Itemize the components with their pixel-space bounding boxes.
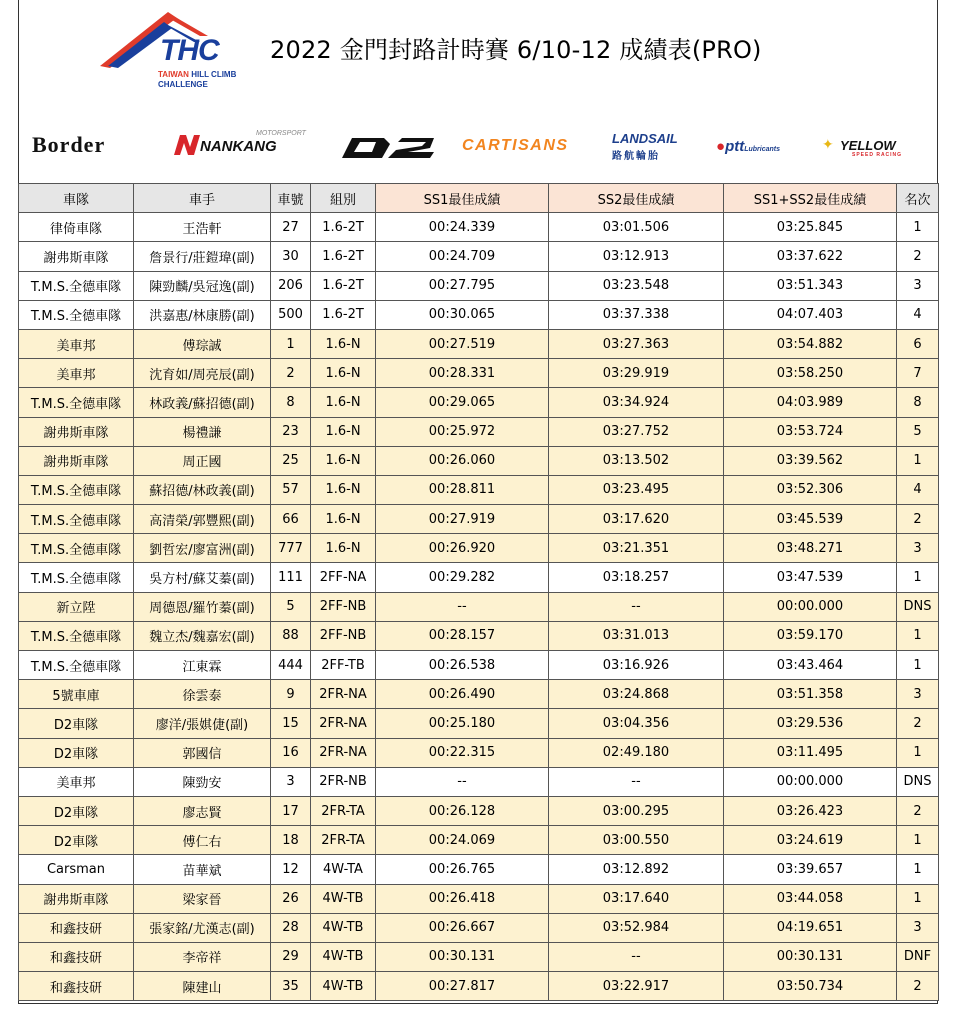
team-cell: 新立陞 bbox=[19, 592, 134, 621]
table-row bbox=[19, 942, 939, 971]
team-cell: D2車隊 bbox=[19, 709, 134, 738]
car-number-cell: 25 bbox=[271, 446, 311, 475]
driver-cell: 陳勁麟/吳冠逸(副) bbox=[134, 271, 271, 300]
team-cell: T.M.S.全德車隊 bbox=[19, 475, 134, 504]
rank-cell: 1 bbox=[897, 651, 939, 680]
team-cell: T.M.S.全德車隊 bbox=[19, 651, 134, 680]
ss1-cell: 00:29.065 bbox=[376, 388, 549, 417]
ss1-cell: 00:26.128 bbox=[376, 796, 549, 825]
ss2-cell: 03:52.984 bbox=[549, 913, 724, 942]
results-body bbox=[19, 213, 939, 1001]
team-cell: 和鑫技研 bbox=[19, 913, 134, 942]
thc-logo-text: THC bbox=[160, 34, 219, 67]
ss1-cell: 00:26.667 bbox=[376, 913, 549, 942]
total-cell: 03:51.343 bbox=[724, 271, 897, 300]
ss1-cell: -- bbox=[376, 767, 549, 796]
team-cell: D2車隊 bbox=[19, 826, 134, 855]
ss1-cell: 00:26.060 bbox=[376, 446, 549, 475]
driver-cell: 廖洋/張娸倢(副) bbox=[134, 709, 271, 738]
team-cell: T.M.S.全德車隊 bbox=[19, 534, 134, 563]
driver-cell: 魏立杰/魏嘉宏(副) bbox=[134, 621, 271, 650]
car-number-cell: 3 bbox=[271, 767, 311, 796]
table-row bbox=[19, 972, 939, 1001]
ss1-cell: 00:25.180 bbox=[376, 709, 549, 738]
sponsor-yellow-sub: SPEED RACING bbox=[852, 152, 903, 158]
group-cell: 4W-TB bbox=[311, 884, 376, 913]
ss1-cell: 00:25.972 bbox=[376, 417, 549, 446]
table-row bbox=[19, 271, 939, 300]
table-row bbox=[19, 651, 939, 680]
group-cell: 2FF-TB bbox=[311, 651, 376, 680]
group-cell: 2FF-NB bbox=[311, 592, 376, 621]
team-cell: T.M.S.全德車隊 bbox=[19, 388, 134, 417]
group-cell: 4W-TB bbox=[311, 942, 376, 971]
ss2-cell: 03:22.917 bbox=[549, 972, 724, 1001]
table-row bbox=[19, 417, 939, 446]
driver-cell: 周德恩/羅竹蓁(副) bbox=[134, 592, 271, 621]
table-row bbox=[19, 242, 939, 271]
rank-cell: 2 bbox=[897, 505, 939, 534]
rank-cell: 5 bbox=[897, 417, 939, 446]
total-cell: 00:00.000 bbox=[724, 592, 897, 621]
table-row bbox=[19, 446, 939, 475]
car-number-cell: 17 bbox=[271, 796, 311, 825]
sponsor-nankang-logo: NANKANG bbox=[200, 138, 277, 155]
team-cell: 謝弗斯車隊 bbox=[19, 446, 134, 475]
rank-cell: 4 bbox=[897, 475, 939, 504]
group-cell: 1.6-N bbox=[311, 388, 376, 417]
ss1-cell: -- bbox=[376, 592, 549, 621]
ss2-cell: 03:17.640 bbox=[549, 884, 724, 913]
group-cell: 2FR-NB bbox=[311, 767, 376, 796]
car-number-cell: 111 bbox=[271, 563, 311, 592]
group-cell: 1.6-2T bbox=[311, 213, 376, 242]
rank-cell: 1 bbox=[897, 884, 939, 913]
ss2-cell: 03:04.356 bbox=[549, 709, 724, 738]
total-cell: 03:48.271 bbox=[724, 534, 897, 563]
group-cell: 4W-TB bbox=[311, 972, 376, 1001]
rank-cell: 3 bbox=[897, 680, 939, 709]
total-cell: 03:24.619 bbox=[724, 826, 897, 855]
driver-cell: 高清榮/郭豐熙(副) bbox=[134, 505, 271, 534]
team-cell: 5號車庫 bbox=[19, 680, 134, 709]
ss2-cell: 03:23.495 bbox=[549, 475, 724, 504]
ss1-cell: 00:28.157 bbox=[376, 621, 549, 650]
driver-cell: 林政義/蘇招德(副) bbox=[134, 388, 271, 417]
total-cell: 03:39.657 bbox=[724, 855, 897, 884]
ss2-cell: 03:00.550 bbox=[549, 826, 724, 855]
ss1-cell: 00:27.519 bbox=[376, 329, 549, 358]
ss1-cell: 00:26.418 bbox=[376, 884, 549, 913]
driver-cell: 陳勁安 bbox=[134, 767, 271, 796]
ss2-cell: 03:37.338 bbox=[549, 300, 724, 329]
group-cell: 1.6-N bbox=[311, 329, 376, 358]
table-row bbox=[19, 680, 939, 709]
car-number-cell: 57 bbox=[271, 475, 311, 504]
driver-cell: 廖志賢 bbox=[134, 796, 271, 825]
ss2-cell: 03:27.752 bbox=[549, 417, 724, 446]
ss2-cell: 03:13.502 bbox=[549, 446, 724, 475]
table-row bbox=[19, 913, 939, 942]
ss1-cell: 00:24.069 bbox=[376, 826, 549, 855]
rank-cell: 1 bbox=[897, 213, 939, 242]
car-number-cell: 26 bbox=[271, 884, 311, 913]
car-number-cell: 8 bbox=[271, 388, 311, 417]
ss1-cell: 00:28.331 bbox=[376, 359, 549, 388]
total-cell: 04:19.651 bbox=[724, 913, 897, 942]
total-cell: 03:58.250 bbox=[724, 359, 897, 388]
group-cell: 4W-TA bbox=[311, 855, 376, 884]
driver-cell: 苗華斌 bbox=[134, 855, 271, 884]
driver-cell: 傅琮誠 bbox=[134, 329, 271, 358]
ss2-cell: 03:01.506 bbox=[549, 213, 724, 242]
table-row bbox=[19, 855, 939, 884]
team-cell: T.M.S.全德車隊 bbox=[19, 271, 134, 300]
driver-cell: 張家銘/尤漢志(副) bbox=[134, 913, 271, 942]
driver-cell: 周正國 bbox=[134, 446, 271, 475]
total-cell: 03:50.734 bbox=[724, 972, 897, 1001]
ss1-cell: 00:27.795 bbox=[376, 271, 549, 300]
ss1-cell: 00:24.709 bbox=[376, 242, 549, 271]
team-cell: 謝弗斯車隊 bbox=[19, 417, 134, 446]
ss1-cell: 00:26.490 bbox=[376, 680, 549, 709]
ss1-cell: 00:30.131 bbox=[376, 942, 549, 971]
rank-cell: DNS bbox=[897, 767, 939, 796]
team-cell: T.M.S.全德車隊 bbox=[19, 300, 134, 329]
total-cell: 03:47.539 bbox=[724, 563, 897, 592]
thc-logo-subtitle-2: CHALLENGE bbox=[158, 80, 208, 89]
group-cell: 1.6-N bbox=[311, 505, 376, 534]
group-cell: 2FR-NA bbox=[311, 738, 376, 767]
ss2-cell: 03:34.924 bbox=[549, 388, 724, 417]
ss2-cell: 03:18.257 bbox=[549, 563, 724, 592]
car-number-cell: 66 bbox=[271, 505, 311, 534]
ss2-cell: -- bbox=[549, 592, 724, 621]
rank-cell: 2 bbox=[897, 709, 939, 738]
car-number-cell: 206 bbox=[271, 271, 311, 300]
total-cell: 03:45.539 bbox=[724, 505, 897, 534]
total-cell: 03:29.536 bbox=[724, 709, 897, 738]
car-number-cell: 29 bbox=[271, 942, 311, 971]
group-cell: 2FR-TA bbox=[311, 796, 376, 825]
table-row bbox=[19, 505, 939, 534]
sponsor-border-logo: Border bbox=[32, 132, 106, 157]
driver-cell: 李帝祥 bbox=[134, 942, 271, 971]
rank-cell: 2 bbox=[897, 242, 939, 271]
ss1-cell: 00:27.919 bbox=[376, 505, 549, 534]
group-cell: 2FR-NA bbox=[311, 680, 376, 709]
driver-cell: 蘇招德/林政義(副) bbox=[134, 475, 271, 504]
rank-cell: DNF bbox=[897, 942, 939, 971]
group-cell: 2FF-NB bbox=[311, 621, 376, 650]
rank-cell: 6 bbox=[897, 329, 939, 358]
driver-cell: 楊禮謙 bbox=[134, 417, 271, 446]
ss2-cell: 03:23.548 bbox=[549, 271, 724, 300]
header-ss1: SS1最佳成績 bbox=[376, 184, 549, 213]
total-cell: 03:59.170 bbox=[724, 621, 897, 650]
car-number-cell: 1 bbox=[271, 329, 311, 358]
table-row bbox=[19, 475, 939, 504]
driver-cell: 詹景行/莊鎧瑋(副) bbox=[134, 242, 271, 271]
total-cell: 03:53.724 bbox=[724, 417, 897, 446]
rank-cell: 2 bbox=[897, 796, 939, 825]
team-cell: T.M.S.全德車隊 bbox=[19, 621, 134, 650]
ss1-cell: 00:24.339 bbox=[376, 213, 549, 242]
car-number-cell: 23 bbox=[271, 417, 311, 446]
thc-logo-subtitle: TAIWAN HILL CLIMB bbox=[158, 70, 237, 79]
car-number-cell: 9 bbox=[271, 680, 311, 709]
driver-cell: 王浩軒 bbox=[134, 213, 271, 242]
team-cell: D2車隊 bbox=[19, 796, 134, 825]
header-driver: 車手 bbox=[134, 184, 271, 213]
header-car-number: 車號 bbox=[271, 184, 311, 213]
ss2-cell: 03:16.926 bbox=[549, 651, 724, 680]
total-cell: 03:37.622 bbox=[724, 242, 897, 271]
ss1-cell: 00:22.315 bbox=[376, 738, 549, 767]
team-cell: 美車邦 bbox=[19, 767, 134, 796]
table-row bbox=[19, 329, 939, 358]
driver-cell: 徐雲泰 bbox=[134, 680, 271, 709]
table-row bbox=[19, 767, 939, 796]
table-header-row bbox=[19, 184, 939, 213]
rank-cell: 1 bbox=[897, 446, 939, 475]
car-number-cell: 5 bbox=[271, 592, 311, 621]
car-number-cell: 12 bbox=[271, 855, 311, 884]
ss2-cell: 03:24.868 bbox=[549, 680, 724, 709]
ss1-cell: 00:30.065 bbox=[376, 300, 549, 329]
header-rank: 名次 bbox=[897, 184, 939, 213]
table-row bbox=[19, 359, 939, 388]
driver-cell: 江東霖 bbox=[134, 651, 271, 680]
table-row bbox=[19, 213, 939, 242]
total-cell: 04:07.403 bbox=[724, 300, 897, 329]
rank-cell: 1 bbox=[897, 563, 939, 592]
team-cell: T.M.S.全德車隊 bbox=[19, 563, 134, 592]
ss1-cell: 00:29.282 bbox=[376, 563, 549, 592]
car-number-cell: 88 bbox=[271, 621, 311, 650]
rank-cell: 1 bbox=[897, 826, 939, 855]
rank-cell: 1 bbox=[897, 855, 939, 884]
results-table bbox=[18, 183, 939, 1001]
ss2-cell: 03:27.363 bbox=[549, 329, 724, 358]
ss2-cell: -- bbox=[549, 767, 724, 796]
table-row bbox=[19, 826, 939, 855]
table-row bbox=[19, 300, 939, 329]
group-cell: 1.6-N bbox=[311, 446, 376, 475]
group-cell: 4W-TB bbox=[311, 913, 376, 942]
total-cell: 03:44.058 bbox=[724, 884, 897, 913]
car-number-cell: 15 bbox=[271, 709, 311, 738]
sponsor-motorsport-text: MOTORSPORT bbox=[256, 130, 306, 137]
ss2-cell: 03:12.892 bbox=[549, 855, 724, 884]
group-cell: 2FR-NA bbox=[311, 709, 376, 738]
header-group: 組別 bbox=[311, 184, 376, 213]
group-cell: 1.6-N bbox=[311, 359, 376, 388]
team-cell: 和鑫技研 bbox=[19, 942, 134, 971]
car-number-cell: 18 bbox=[271, 826, 311, 855]
table-row bbox=[19, 534, 939, 563]
total-cell: 04:03.989 bbox=[724, 388, 897, 417]
table-row bbox=[19, 738, 939, 767]
total-cell: 00:00.000 bbox=[724, 767, 897, 796]
driver-cell: 郭國信 bbox=[134, 738, 271, 767]
rank-cell: DNS bbox=[897, 592, 939, 621]
nankang-n-icon bbox=[172, 133, 202, 157]
driver-cell: 吳方村/蘇艾蓁(副) bbox=[134, 563, 271, 592]
team-cell: 謝弗斯車隊 bbox=[19, 242, 134, 271]
team-cell: 和鑫技研 bbox=[19, 972, 134, 1001]
car-number-cell: 500 bbox=[271, 300, 311, 329]
sponsor-landsail-logo: LANDSAIL bbox=[612, 131, 678, 146]
ss2-cell: 03:29.919 bbox=[549, 359, 724, 388]
driver-cell: 劉哲宏/廖富洲(副) bbox=[134, 534, 271, 563]
rank-cell: 3 bbox=[897, 271, 939, 300]
table-row bbox=[19, 388, 939, 417]
ss2-cell: 03:00.295 bbox=[549, 796, 724, 825]
group-cell: 1.6-2T bbox=[311, 271, 376, 300]
car-number-cell: 27 bbox=[271, 213, 311, 242]
rank-cell: 4 bbox=[897, 300, 939, 329]
header-team: 車隊 bbox=[19, 184, 134, 213]
ss1-cell: 00:26.538 bbox=[376, 651, 549, 680]
rank-cell: 7 bbox=[897, 359, 939, 388]
page-title: 2022 金門封路計時賽 6/10-12 成績表(PRO) bbox=[270, 36, 762, 64]
group-cell: 1.6-N bbox=[311, 417, 376, 446]
header-ss2: SS2最佳成績 bbox=[549, 184, 724, 213]
driver-cell: 傅仁右 bbox=[134, 826, 271, 855]
ss1-cell: 00:28.811 bbox=[376, 475, 549, 504]
team-cell: T.M.S.全德車隊 bbox=[19, 505, 134, 534]
header-total: SS1+SS2最佳成績 bbox=[724, 184, 897, 213]
driver-cell: 梁家晉 bbox=[134, 884, 271, 913]
ss1-cell: 00:26.765 bbox=[376, 855, 549, 884]
team-cell: 美車邦 bbox=[19, 329, 134, 358]
ptt-drop-icon: ● bbox=[716, 138, 726, 155]
sponsor-cartisans-logo: CARTISANS bbox=[462, 137, 569, 154]
rank-cell: 3 bbox=[897, 913, 939, 942]
total-cell: 03:52.306 bbox=[724, 475, 897, 504]
team-cell: D2車隊 bbox=[19, 738, 134, 767]
car-number-cell: 30 bbox=[271, 242, 311, 271]
ss2-cell: 03:17.620 bbox=[549, 505, 724, 534]
ss2-cell: 02:49.180 bbox=[549, 738, 724, 767]
rank-cell: 1 bbox=[897, 738, 939, 767]
total-cell: 00:30.131 bbox=[724, 942, 897, 971]
sponsor-yellow-logo: YELLOW bbox=[840, 138, 896, 153]
car-number-cell: 35 bbox=[271, 972, 311, 1001]
car-number-cell: 444 bbox=[271, 651, 311, 680]
rank-cell: 3 bbox=[897, 534, 939, 563]
total-cell: 03:54.882 bbox=[724, 329, 897, 358]
team-cell: 美車邦 bbox=[19, 359, 134, 388]
ss1-cell: 00:27.817 bbox=[376, 972, 549, 1001]
driver-cell: 陳建山 bbox=[134, 972, 271, 1001]
sponsor-landsail-cn: 路航輪胎 bbox=[612, 151, 660, 162]
sponsor-d2-logo-icon bbox=[338, 136, 438, 160]
car-number-cell: 16 bbox=[271, 738, 311, 767]
group-cell: 2FF-NA bbox=[311, 563, 376, 592]
rank-cell: 2 bbox=[897, 972, 939, 1001]
total-cell: 03:25.845 bbox=[724, 213, 897, 242]
ss2-cell: 03:21.351 bbox=[549, 534, 724, 563]
group-cell: 1.6-N bbox=[311, 534, 376, 563]
car-number-cell: 2 bbox=[271, 359, 311, 388]
table-row bbox=[19, 884, 939, 913]
ss1-cell: 00:26.920 bbox=[376, 534, 549, 563]
sponsor-ptt-logo: ●pttLubricants bbox=[716, 138, 781, 155]
table-row bbox=[19, 796, 939, 825]
total-cell: 03:51.358 bbox=[724, 680, 897, 709]
ss2-cell: -- bbox=[549, 942, 724, 971]
rank-cell: 1 bbox=[897, 621, 939, 650]
table-row bbox=[19, 709, 939, 738]
car-number-cell: 777 bbox=[271, 534, 311, 563]
table-row bbox=[19, 621, 939, 650]
total-cell: 03:43.464 bbox=[724, 651, 897, 680]
team-cell: 律倚車隊 bbox=[19, 213, 134, 242]
team-cell: Carsman bbox=[19, 855, 134, 884]
table-row bbox=[19, 563, 939, 592]
group-cell: 2FR-TA bbox=[311, 826, 376, 855]
car-number-cell: 28 bbox=[271, 913, 311, 942]
total-cell: 03:26.423 bbox=[724, 796, 897, 825]
team-cell: 謝弗斯車隊 bbox=[19, 884, 134, 913]
rank-cell: 8 bbox=[897, 388, 939, 417]
group-cell: 1.6-N bbox=[311, 475, 376, 504]
yellow-star-icon: ✦ bbox=[822, 137, 834, 153]
group-cell: 1.6-2T bbox=[311, 242, 376, 271]
table-row bbox=[19, 592, 939, 621]
driver-cell: 沈育如/周亮辰(副) bbox=[134, 359, 271, 388]
ss2-cell: 03:31.013 bbox=[549, 621, 724, 650]
ss2-cell: 03:12.913 bbox=[549, 242, 724, 271]
group-cell: 1.6-2T bbox=[311, 300, 376, 329]
total-cell: 03:39.562 bbox=[724, 446, 897, 475]
driver-cell: 洪嘉惠/林康勝(副) bbox=[134, 300, 271, 329]
total-cell: 03:11.495 bbox=[724, 738, 897, 767]
